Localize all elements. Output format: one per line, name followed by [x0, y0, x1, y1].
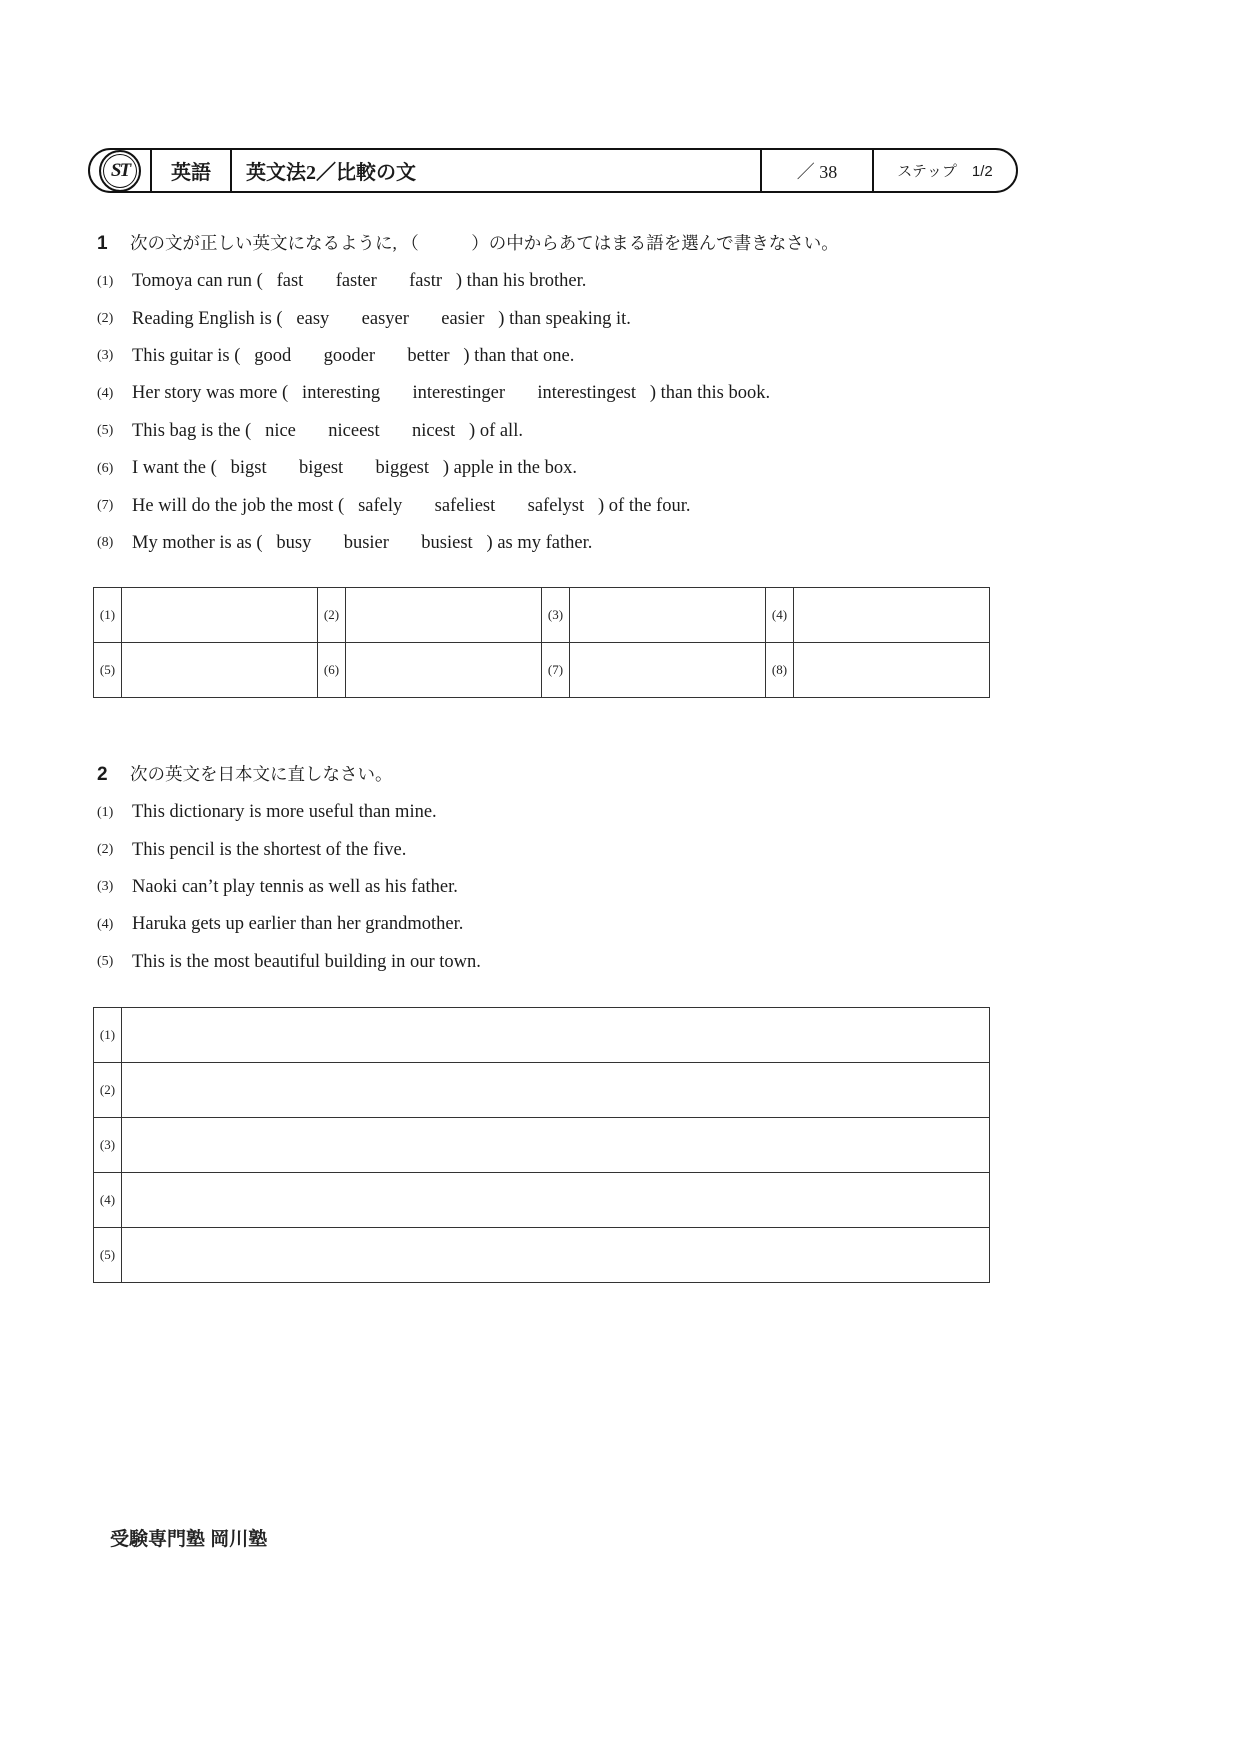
question-number: (4)	[97, 385, 114, 401]
question-row	[97, 413, 770, 450]
answer-cell	[122, 643, 318, 698]
question-number: (1)	[97, 804, 114, 820]
question-text: This bag is the ( nice niceest nicest ) of all.	[132, 420, 523, 441]
question-text: Haruka gets up earlier than her grandmother.	[132, 914, 464, 935]
answer-cell	[346, 643, 542, 698]
answer-table-row	[94, 643, 990, 698]
answer-cell	[794, 643, 990, 698]
question-text: Her story was more ( interesting interestinger interestingest ) than this book.	[132, 383, 771, 404]
section1-heading	[97, 230, 839, 255]
step-label: ステップ 1/2	[872, 150, 1016, 191]
question-row	[97, 375, 770, 412]
answer-cell	[122, 1118, 990, 1173]
section2-answer-table	[93, 1007, 990, 1283]
answer-label: (1)	[94, 1008, 122, 1063]
question-number: (5)	[97, 954, 114, 970]
question-text: I want the ( bigst bigest biggest ) apple in the box.	[132, 458, 577, 479]
answer-label: (7)	[542, 643, 570, 698]
st-logo-icon: ST	[99, 150, 141, 192]
answer-label: (2)	[318, 588, 346, 643]
answer-table-row	[94, 1228, 990, 1283]
question-text: Naoki can’t play tennis as well as his father.	[132, 876, 458, 897]
worksheet-header	[88, 148, 1018, 193]
worksheet-title: 英文法2／比較の文	[246, 162, 416, 184]
question-number: (3)	[97, 879, 114, 895]
answer-table-row	[94, 588, 990, 643]
question-row	[97, 869, 481, 906]
question-text: This guitar is ( good gooder better ) than that one.	[132, 345, 575, 366]
school-name: 受験専門塾 岡川塾	[110, 1529, 268, 1550]
section1-instruction: 次の文が正しい英文になるように, （ ）の中からあてはまる語を選んで書きなさい。	[130, 233, 839, 253]
answer-label: (8)	[766, 643, 794, 698]
section2-question-list	[97, 794, 481, 981]
section1-question-list	[97, 263, 770, 562]
answer-cell	[794, 588, 990, 643]
question-row	[97, 831, 481, 868]
answer-cell	[122, 1228, 990, 1283]
question-number: (3)	[97, 348, 114, 364]
question-row	[97, 300, 770, 337]
question-number: (6)	[97, 460, 114, 476]
question-row	[97, 338, 770, 375]
answer-cell	[570, 588, 766, 643]
score-field: ／ 38	[760, 150, 872, 191]
answer-table-row	[94, 1063, 990, 1118]
answer-label: (4)	[766, 588, 794, 643]
question-number: (7)	[97, 498, 114, 514]
question-text: Tomoya can run ( fast faster fastr ) than his brother.	[132, 271, 587, 292]
question-number: (8)	[97, 535, 114, 551]
question-row	[97, 794, 481, 831]
question-number: (5)	[97, 423, 114, 439]
answer-cell	[122, 1173, 990, 1228]
section2-number: 2	[97, 764, 108, 785]
question-row	[97, 263, 770, 300]
question-text: This pencil is the shortest of the five.	[132, 839, 407, 860]
question-number: (2)	[97, 311, 114, 327]
logo-wrap	[90, 150, 150, 191]
section1-number: 1	[97, 233, 108, 254]
answer-label: (4)	[94, 1173, 122, 1228]
answer-table-row	[94, 1173, 990, 1228]
question-text: My mother is as ( busy busier busiest ) as my father.	[132, 532, 593, 553]
answer-label: (2)	[94, 1063, 122, 1118]
answer-label: (5)	[94, 643, 122, 698]
answer-label: (6)	[318, 643, 346, 698]
section1-answer-table	[93, 587, 990, 698]
question-row	[97, 450, 770, 487]
answer-cell	[570, 643, 766, 698]
answer-cell	[122, 1008, 990, 1063]
question-number: (2)	[97, 842, 114, 858]
answer-label: (3)	[94, 1118, 122, 1173]
answer-table-row	[94, 1008, 990, 1063]
subject-label: 英語	[150, 150, 232, 191]
answer-label: (3)	[542, 588, 570, 643]
question-row	[97, 944, 481, 981]
question-row	[97, 487, 770, 524]
question-text: This is the most beautiful building in our town.	[132, 951, 481, 972]
answer-cell	[346, 588, 542, 643]
answer-label: (1)	[94, 588, 122, 643]
question-text: Reading English is ( easy easyer easier ) than speaking it.	[132, 308, 631, 329]
question-row	[97, 906, 481, 943]
answer-table-row	[94, 1118, 990, 1173]
answer-cell	[122, 588, 318, 643]
question-text: This dictionary is more useful than mine.	[132, 802, 437, 823]
question-number: (4)	[97, 916, 114, 932]
question-number: (1)	[97, 273, 114, 289]
section2-heading	[97, 761, 393, 786]
question-text: He will do the job the most ( safely safeliest safelyst ) of the four.	[132, 495, 691, 516]
answer-label: (5)	[94, 1228, 122, 1283]
answer-cell	[122, 1063, 990, 1118]
question-row	[97, 525, 770, 562]
section2-instruction: 次の英文を日本文に直しなさい。	[130, 764, 393, 784]
